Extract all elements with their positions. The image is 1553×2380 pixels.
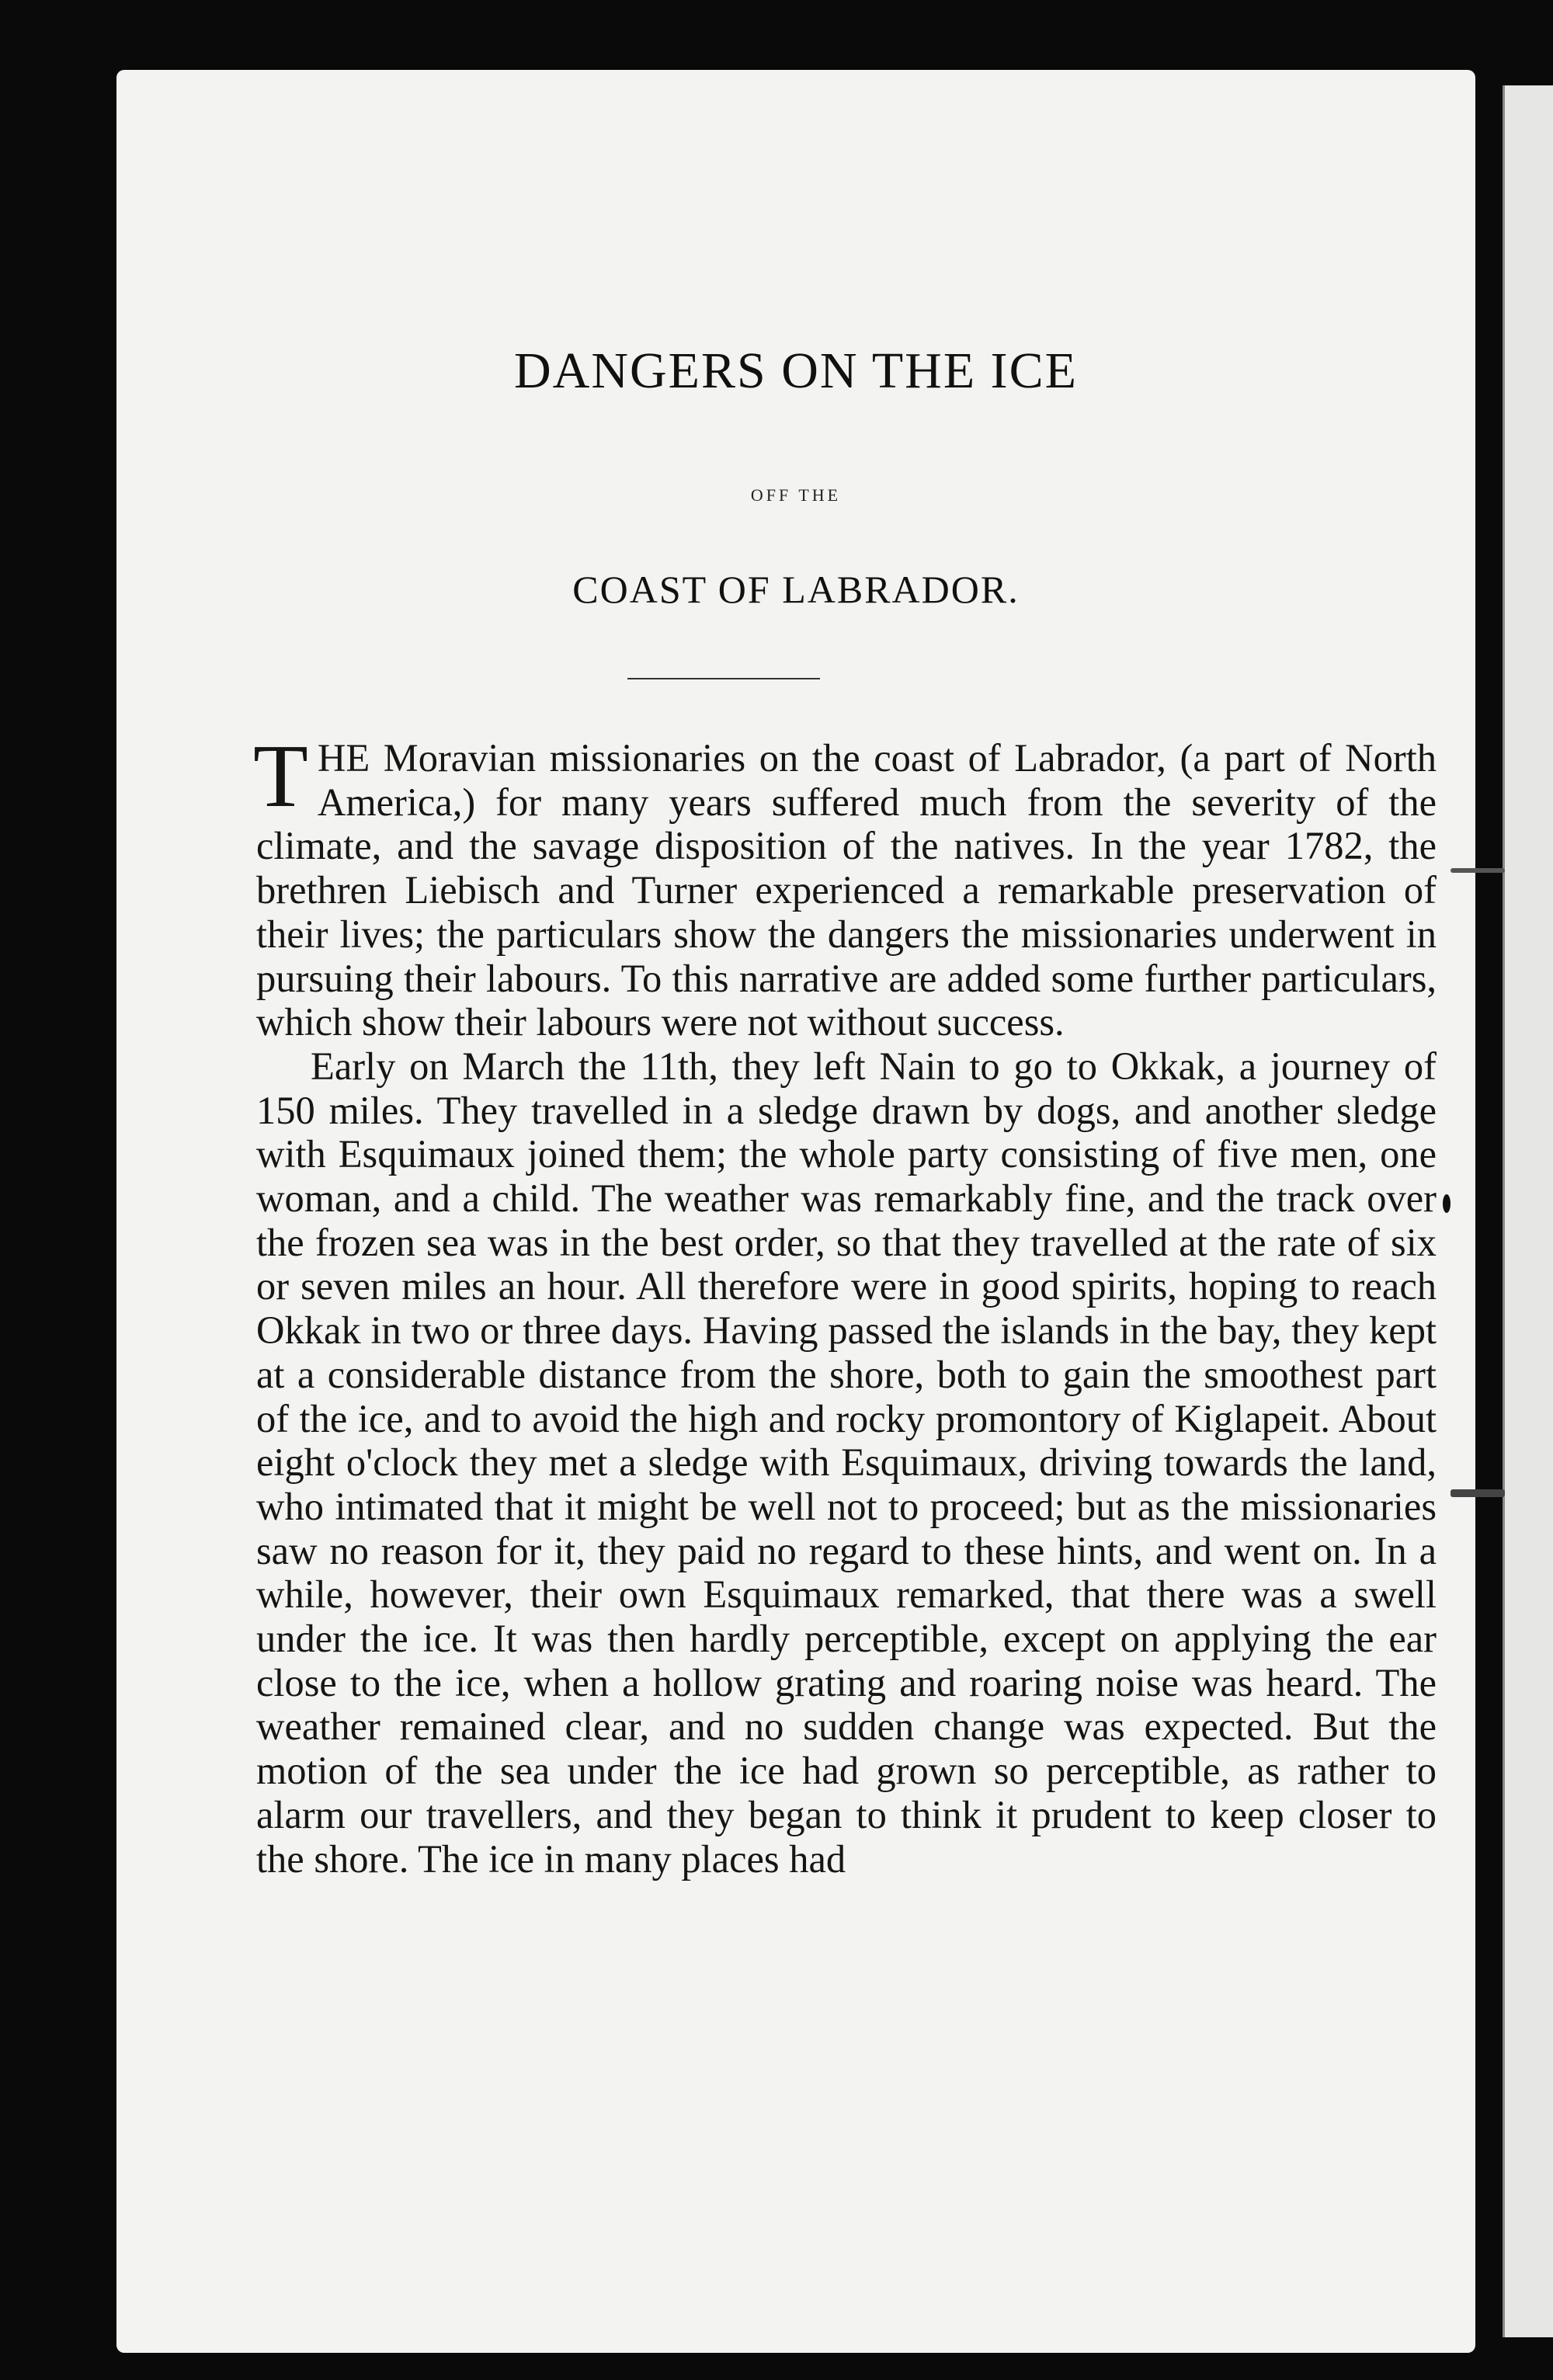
- page-place-heading: COAST OF LABRADOR.: [572, 568, 1020, 611]
- binding-mark-3: [1451, 1489, 1505, 1497]
- paragraph-1: [253, 727, 1437, 1044]
- drop-cap: T: [253, 727, 308, 826]
- page-title: DANGERS ON THE ICE: [514, 342, 1078, 399]
- paragraph-2: Early on March the 11th, they left Nain to go to Okkak, a journey of 150 miles. They travelled in a sledge drawn by dogs, and another sledge with Esquimaux joined them; the whole party consisting of five men, one woman, and a child. The weather was remarkably fine, and the track over the frozen sea was in the best order, so that they travelled at the rate of six or seven miles an hour. All therefore were in good spirits, hoping to reach Okkak in two or three days. Having passed the islands in the bay, they kept at a considerable distance from the shore, both to gain the smoothest part of the ice, and to avoid the high and rocky promontory of Kiglapeit. About eight o'clock they met a sledge with Esquimaux, driving towards the land, who intimated that it might be well not to proceed; but as the missionaries saw no reason for it, they paid no regard to these hints, and went on. In a while, however, their own Esquimaux remarked, that there was a swell under the ice. It was then hardly perceptible, except on applying the ear close to the ice, when a hollow grating and roaring noise was heard. The weather remained clear, and no sudden change was expected. But the motion of the sea under the ice had grown so perceptible, as rather to alarm our travellers, and they began to think it prudent to keep closer to the shore. The ice in many places had: [256, 1044, 1437, 1881]
- binding-mark-1: [1451, 868, 1505, 873]
- page-subtitle: OFF THE: [750, 485, 842, 505]
- paragraph-1-text: HE Moravian missionaries on the coast of Labrador, (a part of North America,) for many years suffered much from the severity of the climate, and the savage disposition of the natives. In the year 1782, the brethren Liebisch and Turner experienced a remarkable preservation of their lives; the particulars show the dangers the missionaries underwent in pursuing their labours. To this narrative are added some further particulars, which show their labours were not without success.: [256, 736, 1437, 1044]
- body-text: [253, 727, 1437, 1881]
- binding-mark-2: [1443, 1194, 1451, 1213]
- title-divider: [627, 678, 820, 679]
- page-sheet: [116, 70, 1475, 2353]
- adjacent-page-edge: [1503, 85, 1553, 2337]
